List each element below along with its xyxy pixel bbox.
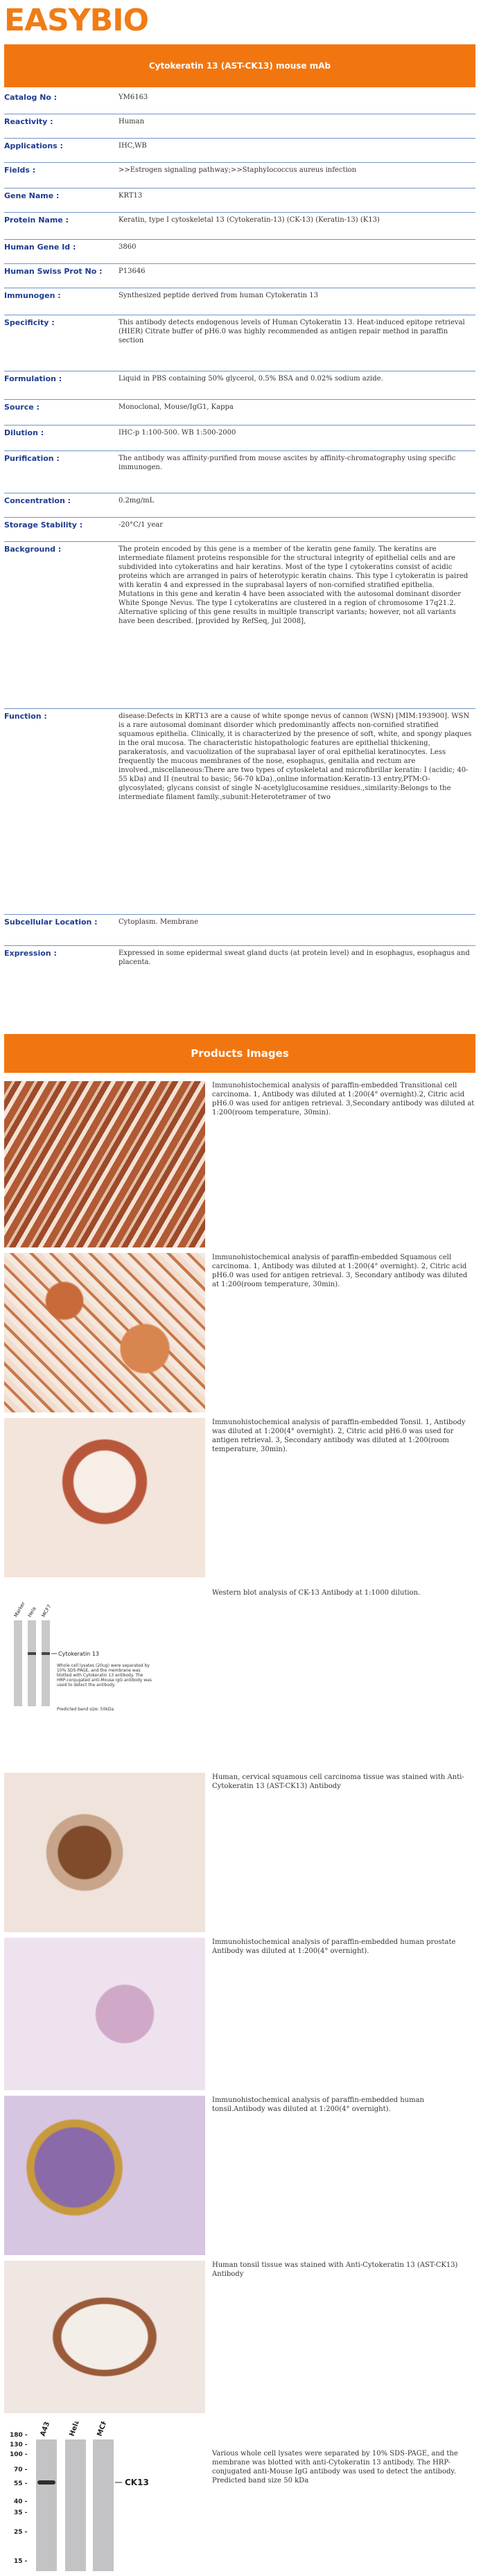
value-concentration: 0.2mg/mL	[119, 497, 155, 505]
wb1-lane-label-3: MCF7	[40, 1604, 53, 1618]
value-background: The protein encoded by this gene is a member of the keratin gene family. The keratins are intermediate filament proteins responsible for the structural integrity of epithelial cells and are subdivided into cytokeratins and hair keratins. Most of the type I cytokeratins consist of acidic proteins which are arranged in pairs of heterotypic keratin chains. This type I cytokeratin is paired with keratin 4 and expressed in the suprabasal layers of non-cornified stratified epithelia. Mutations in this gene and keratin 4 have been associated with the autosomal dominant disorder White Sponge Nevus. The type I cytokeratins are clustered in a region of chromosome 17q21.2. Alternative splicing of this gene results in multiple transcript variants; however, not all variants have been described. [provided by RefSeq, Jul 2008],	[119, 545, 469, 625]
ihc-human-tonsil-image[interactable]	[4, 2096, 205, 2255]
row-purification	[4, 451, 475, 493]
wb2-lane-1	[36, 2439, 57, 2571]
row-storage	[4, 518, 475, 542]
label-protein-name: Protein Name :	[4, 216, 69, 225]
wb1-lane-label-2: Hela	[26, 1606, 37, 1618]
wb1-lane-3	[42, 1620, 50, 1706]
wb1-band-label: Cytokeratin 13	[58, 1651, 99, 1657]
row-function	[4, 709, 475, 915]
product-image-3	[4, 1418, 475, 1577]
value-formulation: Liquid in PBS containing 50% glycerol, 0.5% BSA and 0.02% sodium azide.	[119, 375, 383, 383]
row-gene-name	[4, 189, 475, 213]
wb2-marker-4: 70 -	[14, 2467, 28, 2473]
value-applications: IHC,WB	[119, 142, 147, 150]
row-dilution	[4, 426, 475, 451]
products-images-banner	[4, 1034, 475, 1073]
product-caption-3: Immunohistochemical analysis of paraffin-embedded Tonsil. 1, Antibody was diluted at 1:200(4° overnight). 2, Citric acid pH6.0 was used for antigen retrieval. 3, Secondary antibody was diluted at 1:200(room temperature, 30min).	[212, 1419, 466, 1453]
easybio-logo	[4, 3, 148, 39]
value-dilution: IHC-p 1:100-500. WB 1:500-2000	[119, 429, 236, 437]
row-expression	[4, 946, 475, 982]
wb2-marker-6: 40 -	[14, 2498, 28, 2505]
product-caption-9: Various whole cell lysates were separated by 10% SDS-PAGE, and the membrane was blotted with anti-Cytokeratin 13 antibody. The HRP-conjugated anti-Mouse IgG antibody was used to detect the antibody. Predicted band size 50 kDa	[212, 2450, 458, 2485]
wb2-marker-1: 180 -	[10, 2432, 28, 2439]
row-protein-name	[4, 213, 475, 240]
value-protein-name: Keratin, type I cytoskeletal 13 (Cytokeratin-13) (CK-13) (Keratin-13) (K13)	[119, 216, 380, 224]
product-image-1	[4, 1081, 475, 1247]
row-applications	[4, 139, 475, 163]
product-info-table	[4, 90, 475, 982]
row-reactivity	[4, 114, 475, 139]
value-gene-name: KRT13	[119, 192, 143, 200]
label-background: Background :	[4, 545, 62, 554]
product-image-8	[4, 2261, 475, 2413]
product-caption-8: Human tonsil tissue was stained with Anti-Cytokeratin 13 (AST-CK13) Antibody	[212, 2261, 458, 2278]
wb1-band-hela	[28, 1652, 36, 1655]
wb2-lane-label-2: Hela	[68, 2421, 82, 2438]
cervical-squamous-cell-carcinoma-image[interactable]	[4, 1773, 205, 1932]
label-specificity: Specificity :	[4, 318, 55, 327]
ihc-transitional-cell-carcinoma-image[interactable]	[4, 1081, 205, 1247]
row-subcellular	[4, 915, 475, 946]
wb1-lane-2	[28, 1620, 36, 1706]
product-image-4	[4, 1588, 475, 1769]
row-catalog	[4, 90, 475, 114]
row-specificity	[4, 315, 475, 371]
wb2-band-a431	[37, 2480, 55, 2485]
wb1-lane-label-1: Marker	[12, 1601, 26, 1618]
row-source	[4, 400, 475, 426]
row-immunogen	[4, 288, 475, 315]
wb2-marker-3: 100 -	[10, 2451, 28, 2458]
product-caption-6: Immunohistochemical analysis of paraffin-embedded human prostate Antibody was diluted at 1:200(4° overnight).	[212, 1938, 456, 1955]
value-fields[interactable]: >>Estrogen signaling pathway;>>Staphylococcus aureus infection	[119, 166, 357, 174]
wb2-marker-7: 35 -	[14, 2509, 28, 2516]
western-blot-2-figure	[4, 2421, 205, 2574]
ihc-tonsil-image[interactable]	[4, 1418, 205, 1577]
label-catalog: Catalog No :	[4, 93, 58, 102]
label-storage: Storage Stability :	[4, 520, 83, 529]
label-swiss-prot: Human Swiss Prot No :	[4, 267, 103, 276]
product-image-2	[4, 1253, 475, 1412]
value-subcellular: Cytoplasm. Membrane	[119, 918, 199, 926]
value-swiss-prot: P13646	[119, 268, 146, 275]
product-title-banner	[4, 44, 475, 87]
label-reactivity: Reactivity :	[4, 117, 53, 126]
western-blot-1-figure	[4, 1588, 205, 1769]
row-formulation	[4, 371, 475, 400]
wb2-marker-5: 55 -	[14, 2480, 28, 2487]
value-function: disease:Defects in KRT13 are a cause of white sponge nevus of cannon (WSN) [MIM:193900]. WSN is a rare autosomal dominant disorder which predominantly affects non-cornified stratified squamous epithelia. Clinically, it is characterized by the presence of soft, white, and spongy plaques in the oral mucosa. The characteristic histopathologic features are epithelial thickening, parakeratosis, and vacuolization of the suprabasal layer of oral epithelial keratinocytes. Less frequently the mucous membranes of the nose, esophagus, genitalia and rectum are involved.,miscellaneous:There are two types of cytoskeletal and microfibrillar keratin: I (acidic; 40-55 kDa) and II (neutral to basic; 56-70 kDa).,online information:Keratin-13 entry,PTM:O-glycosylated; glycans consist of single N-acetylglucosamine residues.,similarity:Belongs to the intermediate filament family.,subunit:Heterotetramer of two	[119, 712, 472, 801]
wb2-marker-2: 130 -	[10, 2442, 28, 2448]
wb1-note: Whole cell lysates (20ug) were separated by 10% SDS-PAGE, and the membrane was blotted with Cytokeratin 13 antibody. The HRP-conjugated anti-Mouse IgG antibody was used to detect the antibody.	[57, 1663, 152, 1688]
value-purification: The antibody was affinity-purified from mouse ascites by affinity-chromatography using specific immunogen.	[119, 455, 456, 471]
wb1-band-mcf7	[42, 1652, 50, 1655]
label-gene-name: Gene Name :	[4, 191, 60, 200]
label-formulation: Formulation :	[4, 374, 62, 383]
row-gene-id	[4, 240, 475, 264]
label-applications: Applications :	[4, 141, 63, 150]
label-subcellular: Subcellular Location :	[4, 918, 98, 927]
human-tonsil-tissue-image[interactable]	[4, 2261, 205, 2413]
product-image-9	[4, 2421, 475, 2574]
wb2-marker-9: 15 -	[14, 2558, 28, 2565]
value-expression: Expressed in some epidermal sweat gland ducts (at protein level) and in esophagus, esophagus and placenta.	[119, 949, 470, 966]
ihc-prostate-image[interactable]	[4, 1938, 205, 2090]
wb2-lane-2	[65, 2439, 86, 2571]
label-gene-id: Human Gene Id :	[4, 243, 76, 252]
wb2-lane-label-3: MCF7	[96, 2421, 111, 2438]
logo-text: EASYBIO	[4, 3, 148, 38]
ihc-squamous-cell-carcinoma-image[interactable]	[4, 1253, 205, 1412]
products-images-title: Products Images	[191, 1047, 289, 1060]
wb1-predicted: Predicted band size: 50kDa	[57, 1707, 114, 1712]
label-expression: Expression :	[4, 949, 57, 958]
label-purification: Purification :	[4, 454, 60, 463]
value-catalog: YM6163	[119, 94, 148, 101]
label-concentration: Concentration :	[4, 496, 71, 505]
wb1-lane-1	[14, 1620, 22, 1706]
value-storage: -20°C/1 year	[119, 521, 163, 529]
value-specificity: This antibody detects endogenous levels of Human Cytokeratin 13. Heat-induced epitope retrieval (HIER) Citrate buffer of pH6.0 was highly recommended as antigen repair method in paraffin section	[119, 319, 465, 344]
label-fields: Fields :	[4, 166, 36, 175]
wb2-marker-8: 25 -	[14, 2529, 28, 2536]
product-image-7	[4, 2096, 475, 2255]
label-immunogen: Immunogen :	[4, 291, 61, 300]
value-immunogen: Synthesized peptide derived from human Cytokeratin 13	[119, 292, 319, 299]
product-caption-1: Immunohistochemical analysis of paraffin-embedded Transitional cell carcinoma. 1, Antibody was diluted at 1:200(4° overnight).2, Citric acid pH6.0 was used for antigen retrieval. 3,Secondary antibody was diluted at 1:200(room temperature, 30min).	[212, 1082, 475, 1116]
row-background	[4, 542, 475, 709]
wb2-band-label: CK13	[125, 2478, 149, 2487]
row-concentration	[4, 493, 475, 518]
row-swiss-prot	[4, 264, 475, 288]
label-source: Source :	[4, 403, 40, 412]
product-caption-2: Immunohistochemical analysis of paraffin-embedded Squamous cell carcinoma. 1, Antibody was diluted at 1:200(4° overnight). 2, Citric acid pH6.0 was used for antigen retrieval. 3, Secondary antibody was diluted at 1:200(room temperature, 30min).	[212, 1254, 468, 1288]
product-caption-5: Human, cervical squamous cell carcinoma tissue was stained with Anti-Cytokeratin 13 (AST-CK13) Antibody	[212, 1773, 464, 1790]
product-caption-7: Immunohistochemical analysis of paraffin-embedded human tonsil.Antibody was diluted at 1:200(4° overnight).	[212, 2096, 424, 2113]
wb2-lane-3	[93, 2439, 114, 2571]
product-image-6	[4, 1938, 475, 2090]
product-caption-4: Western blot analysis of CK-13 Antibody at 1:1000 dilution.	[212, 1589, 421, 1597]
row-fields	[4, 163, 475, 189]
western-blot-2-image[interactable]	[4, 2421, 205, 2574]
value-reactivity: Human	[119, 118, 145, 125]
wb2-lane-label-1: A431	[39, 2421, 53, 2438]
value-gene-id: 3860	[119, 243, 137, 251]
value-source: Monoclonal, Mouse/IgG1, Kappa	[119, 403, 234, 411]
product-title: Cytokeratin 13 (AST-CK13) mouse mAb	[148, 61, 331, 71]
western-blot-1-image[interactable]	[4, 1588, 205, 1769]
label-function: Function :	[4, 712, 47, 721]
label-dilution: Dilution :	[4, 428, 44, 437]
product-image-5	[4, 1773, 475, 1932]
